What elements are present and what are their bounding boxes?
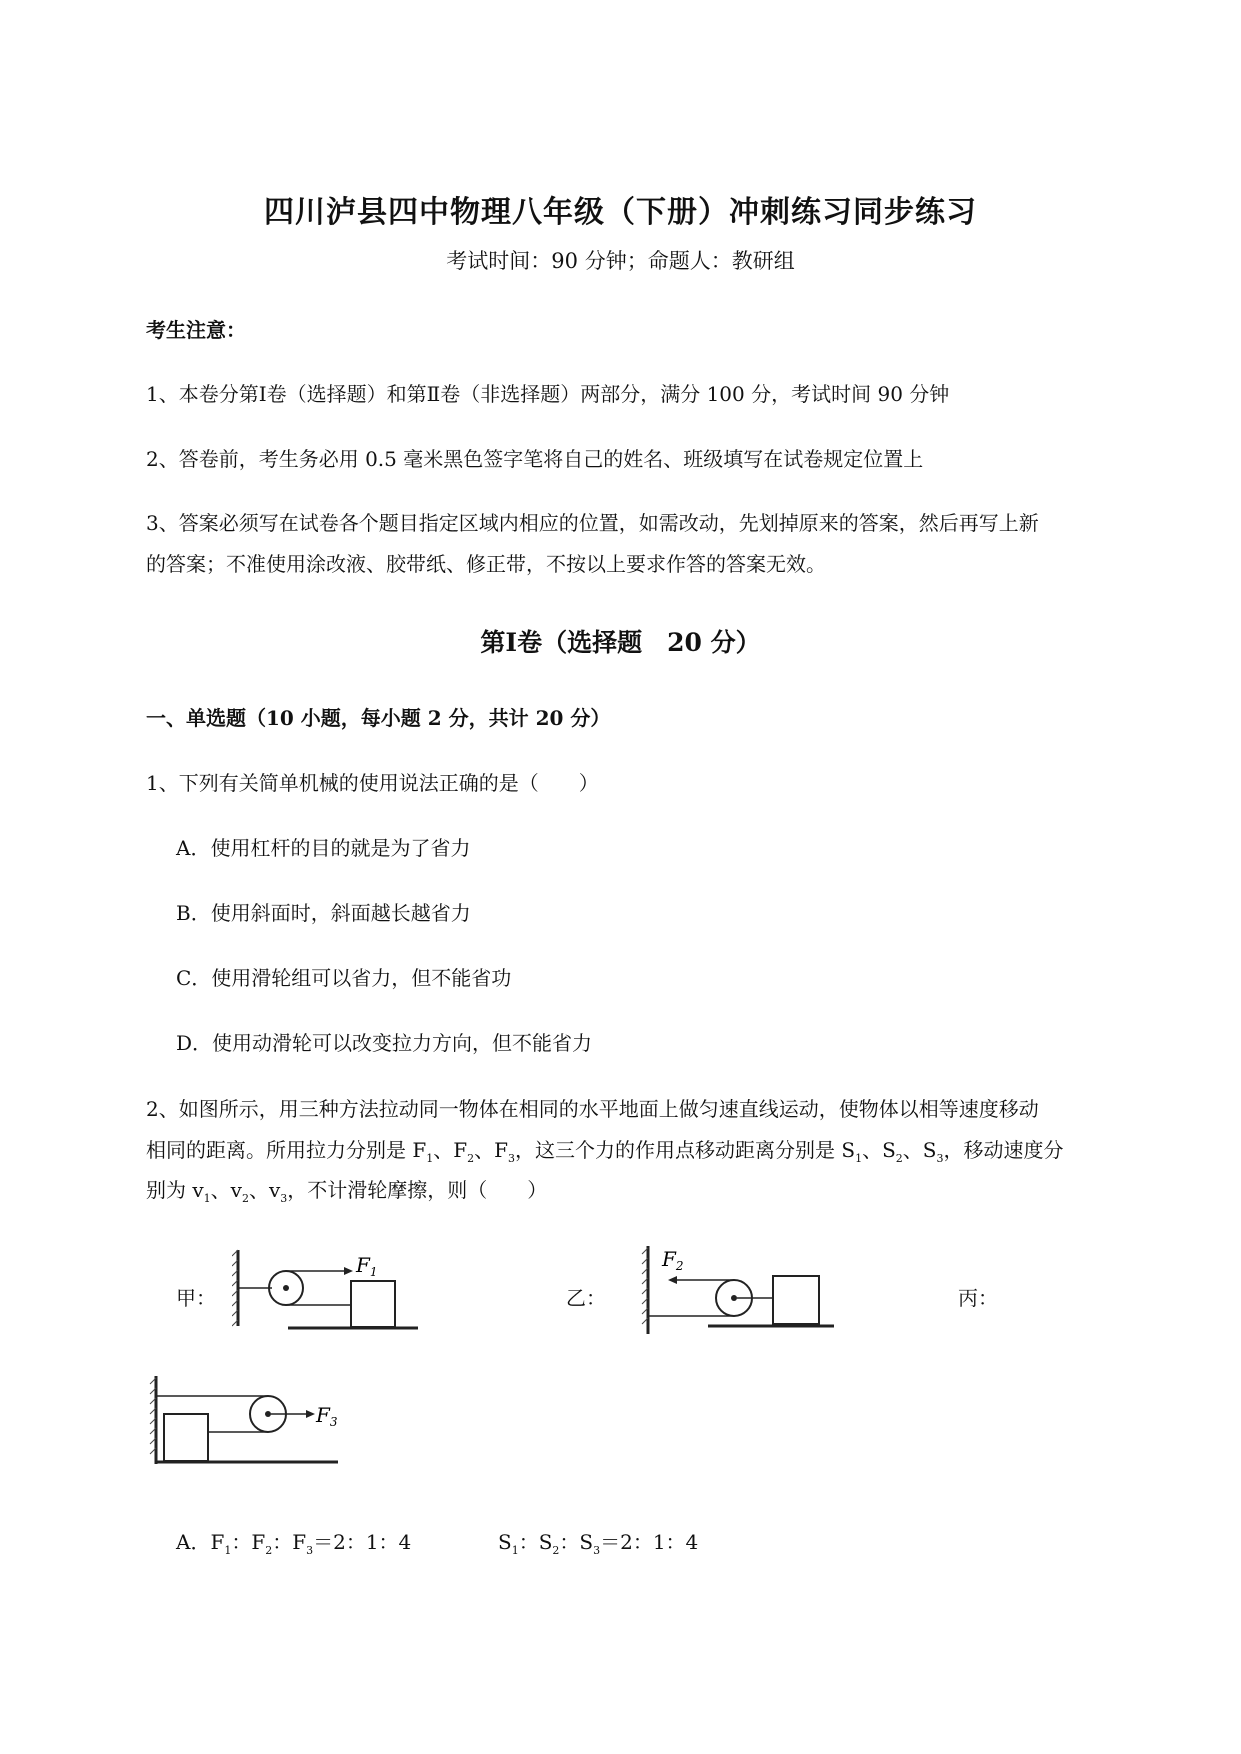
question-2-line-2: 相同的距离。所用拉力分别是 $F_1$、$F_2$、$F_3$，这三个力的作用点移动距离分别是 $S_1$、$S_2$、$S_3$，移动速度分	[146, 1138, 1064, 1165]
force-f3-label: $F_3$	[316, 1403, 338, 1429]
notice-heading: 考生注意：	[146, 318, 246, 342]
question-1-option-d: D．使用动滑轮可以改变拉力方向，但不能省力	[176, 1031, 593, 1055]
question-2-line-3: 别为 $v_1$、$v_2$、$v_3$，不计滑轮摩擦，则（ ）	[146, 1178, 548, 1205]
page-title: 四川泸县四中物理八年级（下册）冲刺练习同步练习	[264, 195, 977, 230]
figure-bing	[148, 1376, 348, 1468]
notice-item-1: 1、本卷分第Ⅰ卷（选择题）和第Ⅱ卷（非选择题）两部分，满分 100 分，考试时间 90 分钟	[146, 382, 950, 406]
question-2-option-a-forces: A．$F_1$：$F_2$：$F_3=2$：1：4	[176, 1530, 412, 1557]
question-2-line-1: 2、如图所示，用三种方法拉动同一物体在相同的水平地面上做匀速直线运动，使物体以相等速度移动	[146, 1097, 1039, 1121]
exam-info: 考试时间：90 分钟；命题人：教研组	[446, 249, 795, 273]
question-1-option-b: B．使用斜面时，斜面越长越省力	[176, 901, 471, 925]
figure-yi	[638, 1244, 838, 1338]
part-title: 一、单选题（10 小题，每小题 2 分，共计 20 分）	[146, 706, 611, 730]
section-title: 第Ⅰ卷（选择题 20 分）	[480, 628, 761, 657]
question-1-option-a: A．使用杠杆的目的就是为了省力	[176, 836, 471, 860]
notice-item-2: 2、答卷前，考生务必用 0.5 毫米黑色签字笔将自己的姓名、班级填写在试卷规定位置上	[146, 447, 924, 471]
figure-label-bing: 丙：	[958, 1286, 998, 1310]
figure-label-yi: 乙：	[566, 1286, 606, 1310]
notice-item-3-cont: 的答案；不准使用涂改液、胶带纸、修正带，不按以上要求作答的答案无效。	[146, 552, 826, 576]
figure-jia	[232, 1248, 422, 1334]
question-1-option-c: C．使用滑轮组可以省力，但不能省功	[176, 966, 512, 990]
force-f2-label: $F_2$	[662, 1247, 684, 1273]
question-2-option-a-distances: $S_1$：$S_2$：$S_3=2$：1：4	[498, 1530, 699, 1557]
notice-item-3: 3、答案必须写在试卷各个题目指定区域内相应的位置，如需改动，先划掉原来的答案，然后再写上新	[146, 511, 1039, 535]
figure-label-jia: 甲：	[176, 1286, 216, 1310]
force-f1-label: $F_1$	[356, 1253, 378, 1279]
question-1-stem: 1、下列有关简单机械的使用说法正确的是（ ）	[146, 771, 599, 795]
